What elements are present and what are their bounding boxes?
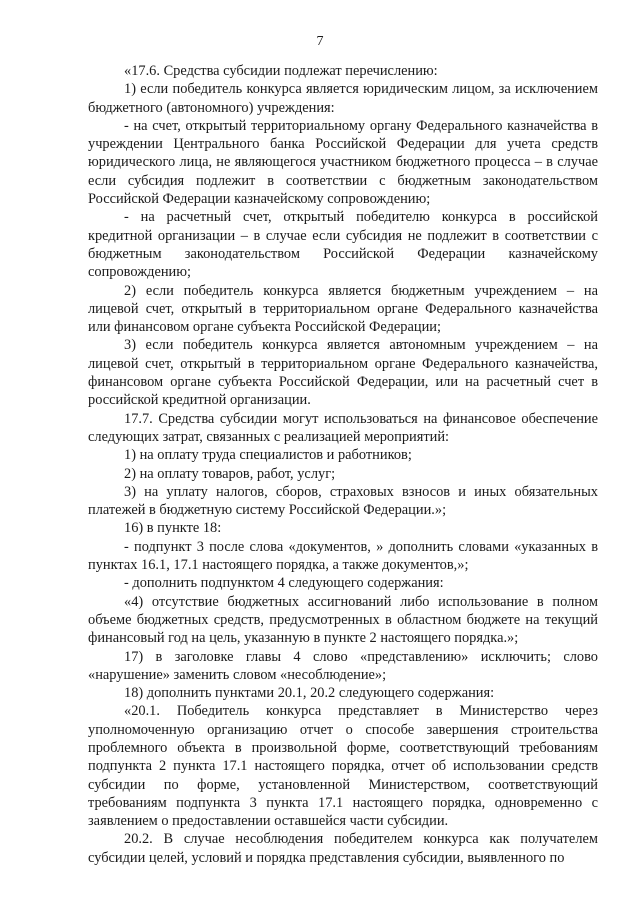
- document-body: [88, 62, 598, 867]
- paragraph-item-18: 18) дополнить пунктами 20.1, 20.2 следующего содержания:: [124, 685, 495, 702]
- paragraph-17-6-intro: «17.6. Средства субсидии подлежат перечислению:: [124, 63, 438, 79]
- paragraph-labor-costs: 1) на оплату труда специалистов и работников;: [124, 447, 412, 464]
- paragraph-taxes: 3) на уплату налогов, сборов, страховых взносов и иных обязательных платежей в бюджетную систему Российской Федерации.»;: [88, 483, 598, 519]
- paragraph-treasury-account: - на счет, открытый территориальному органу Федерального казначейства в учреждении Центрального банка Российской Федерации для учета средств юридического лица, не являющегося участником бюджетного процесса – в случае если субсидия подлежит в соответствии с бюджетным законодательством Российской Федерации казначейскому сопровождению;: [88, 117, 598, 208]
- paragraph-budget-institution: 2) если победитель конкурса является бюджетным учреждением – на лицевой счет, открытый в территориальном органе Федерального казначейства или финансовом органе субъекта Российской Федерации;: [88, 282, 598, 336]
- paragraph-20-2: 20.2. В случае несоблюдения победителем конкурса как получателем субсидии целей, условий и порядка представления субсидии, выявленного по: [88, 831, 598, 866]
- paragraph-item-17: 17) в заголовке главы 4 слово «представлению» исключить; слово «нарушение» заменить словом «несоблюдение»;: [88, 648, 598, 683]
- paragraph-autonomous-institution: 3) если победитель конкурса является автономным учреждением – на лицевой счет, открытый в территориальном органе Федерального казначейства, финансовом органе субъекта Российской Федерации, или на расчетный счет в российской кредитной организации.: [88, 337, 598, 409]
- paragraph-goods-services: 2) на оплату товаров, работ, услуг;: [124, 465, 336, 482]
- paragraph-legal-entity: 1) если победитель конкурса является юридическим лицом, за исключением бюджетного (автономного) учреждения:: [88, 81, 598, 116]
- paragraph-subitem-4-text: «4) отсутствие бюджетных ассигнований либо использование в полном объеме бюджетных средств, предусмотренных в областном бюджете на текущий финансовый год на цель, указанную в пункте 2 настоящего порядка.»;: [88, 593, 598, 647]
- paragraph-subitem-3: - подпункт 3 после слова «документов, » дополнить словами «указанных в пунктах 16.1, 17.1 настоящего порядка, а также документов,»;: [88, 538, 598, 574]
- page-number: 7: [316, 34, 324, 49]
- paragraph-20-1: «20.1. Победитель конкурса представляет в Министерство через уполномоченную организацию отчет о способе завершения строительства проблемного объекта в произвольной форме, соответствующий требованиям подпункта 2 пункта 17.1 настоящего порядка, отчет об использовании средств субсидии по форме, установленной Министерством, соответствующий требованиям подпункта 3 пункта 17.1 настоящего порядка, одновременно с заявлением о предоставлении оставшейся части субсидии.: [88, 703, 598, 830]
- paragraph-add-subitem-4: - дополнить подпунктом 4 следующего содержания:: [124, 575, 444, 592]
- paragraph-item-16: 16) в пункте 18:: [124, 520, 222, 537]
- paragraph-settlement-account: - на расчетный счет, открытый победителю конкурса в российской кредитной организации – в случае если субсидия не подлежит в соответствии с бюджетным законодательством Российской Федерации казначейскому сопровождению;: [88, 209, 598, 281]
- paragraph-17-7: 17.7. Средства субсидии могут использоваться на финансовое обеспечение следующих затрат, связанных с реализацией мероприятий:: [88, 410, 598, 445]
